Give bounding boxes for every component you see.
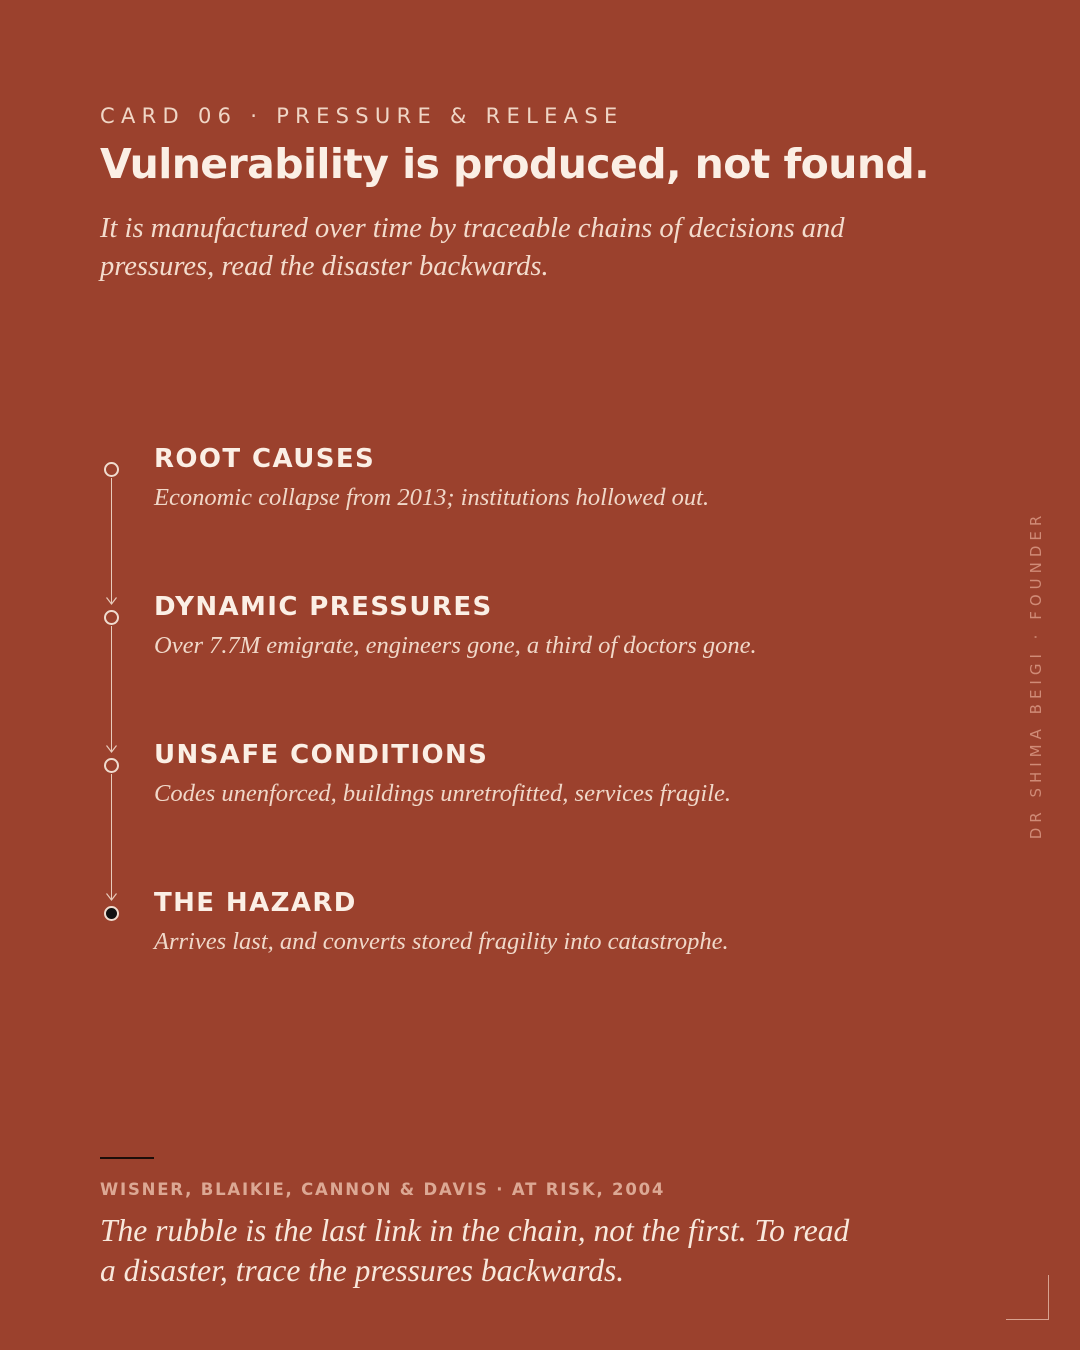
arrow-down-icon [106,597,117,605]
card-title: Vulnerability is produced, not found. [100,140,930,188]
arrow-down-icon [106,745,117,753]
timeline-connector [111,478,112,604]
card-eyebrow: CARD 06 · PRESSURE & RELEASE [100,104,624,128]
author-side-label: DR SHIMA BEIGI · FOUNDER [1027,510,1045,840]
hollow-circle-icon [104,610,119,625]
step-label: THE HAZARD [154,888,357,918]
timeline-connector [111,626,112,752]
hollow-circle-icon [104,462,119,477]
hollow-circle-icon [104,758,119,773]
footer-quote: The rubble is the last link in the chain, not the first. To read a disaster, trace the pressures backwards. [100,1213,850,1288]
corner-bracket-icon [1006,1275,1049,1320]
step-description: Codes unenforced, buildings unretrofitted, services fragile. [154,780,732,807]
step-label: UNSAFE CONDITIONS [154,740,489,770]
card-subtitle: It is manufactured over time by traceable chains of decisions and pressures, read the disaster backwards. [100,213,845,282]
step-description: Economic collapse from 2013; institutions hollowed out. [154,484,710,511]
filled-circle-icon [104,906,119,921]
timeline-connector [111,774,112,900]
footer-citation: WISNER, BLAIKIE, CANNON & DAVIS · AT RISK, 2004 [100,1180,666,1199]
footer-divider [100,1157,154,1159]
step-description: Arrives last, and converts stored fragility into catastrophe. [154,928,729,955]
step-description: Over 7.7M emigrate, engineers gone, a third of doctors gone. [154,632,757,659]
step-label: ROOT CAUSES [154,444,376,474]
arrow-down-icon [106,893,117,901]
step-label: DYNAMIC PRESSURES [154,592,493,622]
